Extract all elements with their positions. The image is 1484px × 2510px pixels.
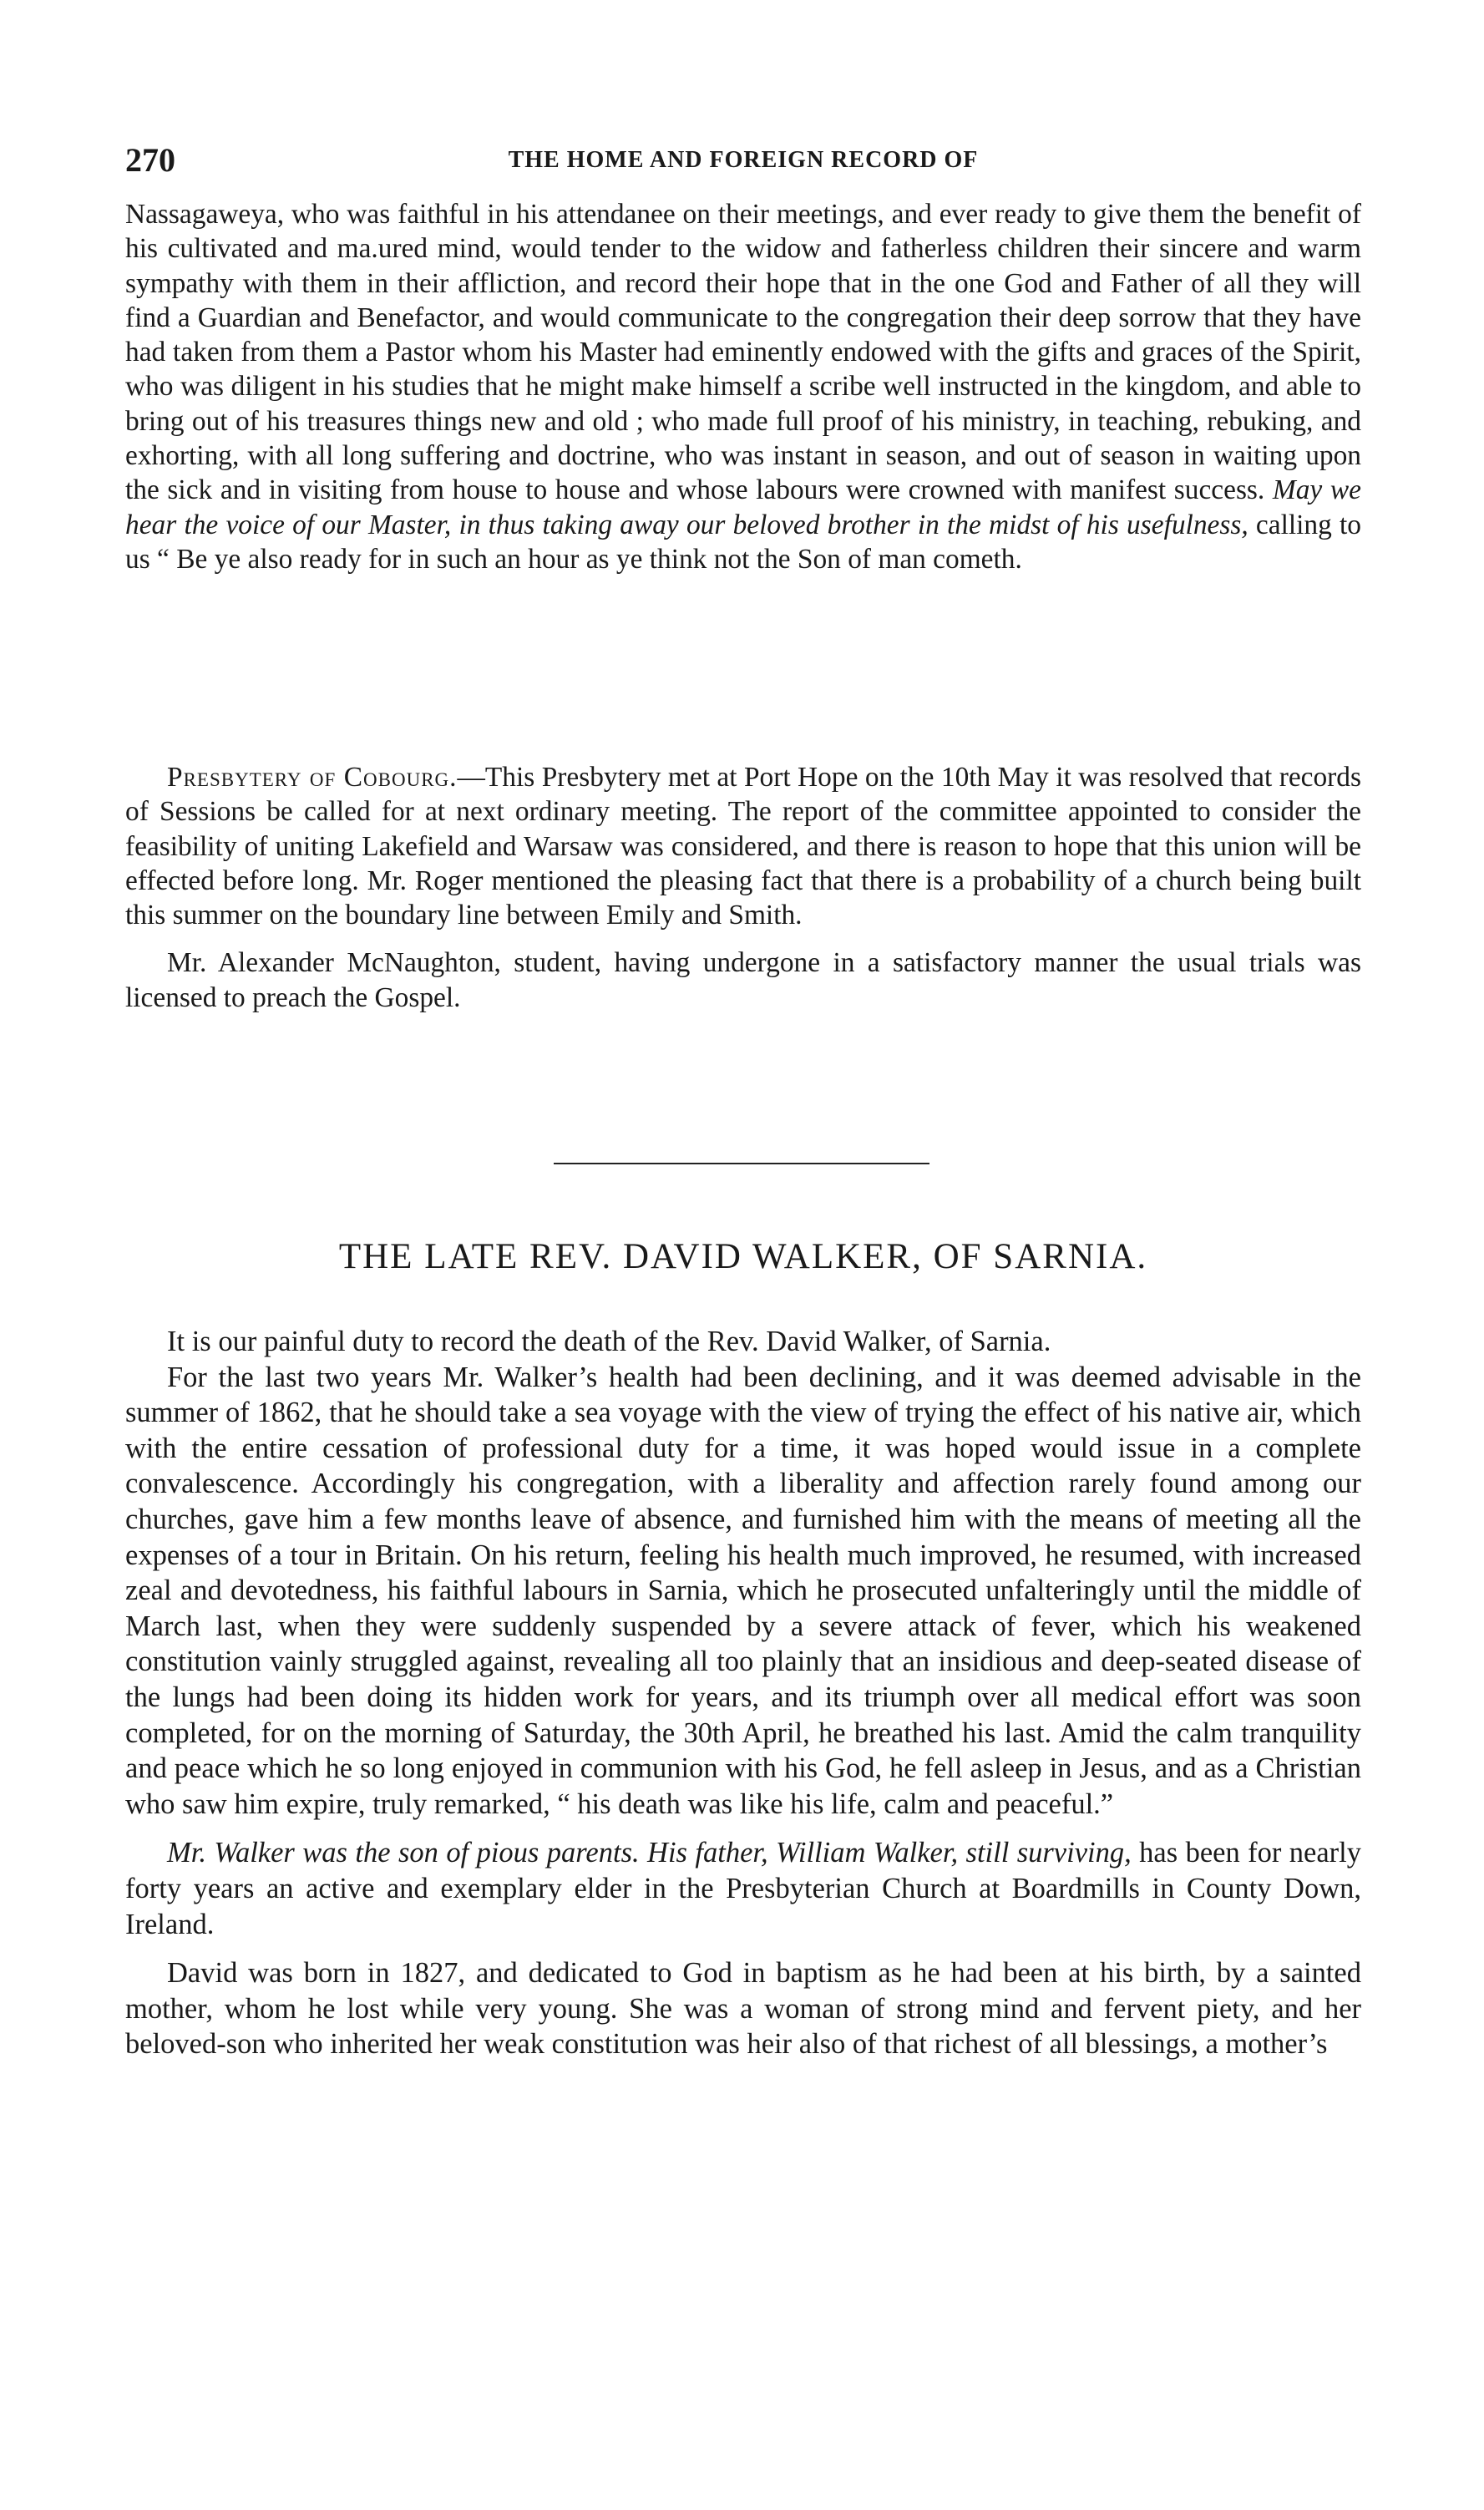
obituary-paragraph-3 — [125, 1835, 1361, 1942]
article-title: THE LATE REV. DAVID WALKER, OF SARNIA. — [338, 1237, 1148, 1276]
obituary-paragraph-3-italic: Mr. Walker was the son of pious parents. His father, William Walker, still surviving, — [167, 1837, 1132, 1869]
resolution-italic-text: May we hear the voice of our Master, in thus taking away our beloved brother in the midst of his usefulness, — [125, 474, 1361, 540]
resolution-paragraph — [125, 197, 1361, 576]
cobourg-licensing-paragraph: Mr. Alexander McNaughton, student, having undergone in a satisfactory manner the usual trials was licensed to preach the Gospel. — [125, 947, 1361, 1013]
cobourg-heading: Presbytery of Cobourg. — [167, 762, 458, 793]
section-divider — [554, 1163, 929, 1164]
resolution-text: Nassagaweya, who was faithful in his attendanee on their meetings, and ever ready to give them the benefit of his cultivated and ma.ured mind, would tender to the widow and fatherless children their sincere and warm sympathy with them in their affliction, and record their hope that in the one God and Father of all they will find a Guardian and Benefactor, and would communicate to the congregation their deep sorrow that they have had taken from them a Pastor whom his Master had eminently endowed with the gifts and graces of the Spirit, who was diligent in his studies that he might make himself a scribe well instructed in the kingdom, and able to bring out of his treasures things new and old ; who made full proof of his ministry, in teaching, rebuking, and exhorting, with all long suffering and doctrine, who was instant in season, and out of season in waiting upon the sick and in visiting from house to house and whose labours were crowned with manifest success. — [125, 199, 1361, 506]
obituary-paragraph-3-text: has been for nearly forty years an active and exemplary elder in the Presbyterian Church at Boardmills in County Down, Ireland. — [125, 1837, 1362, 1940]
resolution-closing-text: calling to us “ Be ye also ready for in such an hour as ye think not the Son of man cometh. — [125, 509, 1361, 575]
obituary-paragraph-4: David was born in 1827, and dedicated to God in baptism as he had been at his birth, by a sainted mother, whom he lost while very young. She was a woman of strong mind and fervent piety, and her beloved-son who inherited her weak constitution was heir also of that richest of all blessings, a mother’s — [125, 1957, 1361, 2061]
running-head: THE HOME AND FOREIGN RECORD OF — [508, 147, 979, 173]
obituary-article — [125, 1324, 1361, 2062]
obituary-paragraph-1: It is our painful duty to record the death of the Rev. David Walker, of Sarnia. — [167, 1326, 1051, 1357]
cobourg-text: —This Presbytery met at Port Hope on the 10th May it was resolved that records of Sessions be called for at next ordinary meeting. The report of the committee appointed to consider the feasibility of uniting Lakefield and Warsaw was considered, and there is reason to hope that this union will be effected before long. Mr. Roger mentioned the pleasing fact that there is a probability of a church being built this summer on the boundary line between Emily and Smith. — [125, 762, 1361, 931]
resolution-continuation — [125, 197, 1361, 576]
page-header — [125, 140, 1361, 182]
cobourg-paragraph — [125, 760, 1361, 932]
page-number: 270 — [125, 141, 175, 179]
obituary-paragraph-2: For the last two years Mr. Walker’s health had been declining, and it was deemed advisable in the summer of 1862, that he should take a sea voyage with the view of trying the effect of his native air, which with the entire cessation of professional duty for a time, it was hoped would issue in a complete convalescence. Accordingly his congregation, with a liberality and affection rarely found among our churches, gave him a few months leave of absence, and furnished him with the means of meeting all the expenses of a tour in Britain. On his return, feeling his health much improved, he resumed, with increased zeal and devotedness, his faithful labours in Sarnia, which he prosecuted unfalteringly until the middle of March last, when they were suddenly suspended by a severe attack of fever, which his weakened constitution vainly struggled against, revealing all too plainly that an insidious and deep-seated disease of the lungs had been doing its hidden work for years, and its triumph over all medical effort was soon completed, for on the morning of Saturday, the 30th April, he breathed his last. Amid the calm tranquility and peace which he so long enjoyed in communion with his God, he fell asleep in Jesus, and as a Christian who saw him expire, truly remarked, “ his death was like his life, calm and peaceful.” — [125, 1361, 1361, 1820]
cobourg-presbytery-section — [125, 760, 1361, 1015]
